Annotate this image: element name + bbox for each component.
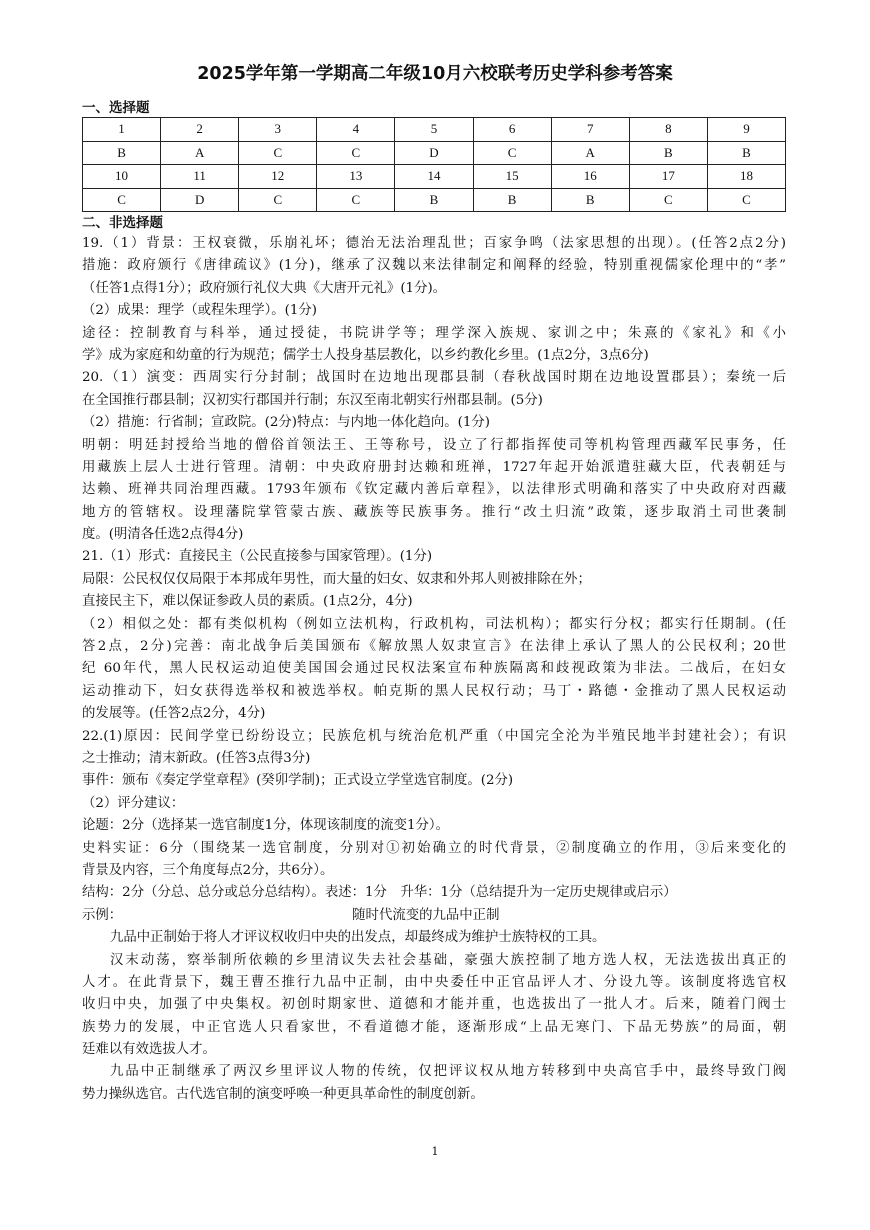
text-line: 地方的管辖权。设理藩院掌管蒙古族、藏族等民族事务。推行“改土归流”政策，逐步取消土司世袭制 [82,504,786,520]
text-line: 达赖、班禅共同治理西藏。1793年颁布《钦定藏内善后章程》，以法律形式明确和落实了中央政府对西藏 [82,482,786,498]
essay-paragraph-line: 九品中正制继承了两汉乡里评议人物的传统，仅把评议权从地方转移到中央高官手中，最终导致门阀 [110,1064,786,1080]
text-line: 答2点，2分)完善：南北战争后美国颁布《解放黑人奴隶宣言》在法律上承认了黑人的公民权利；20世 [82,639,786,655]
table-row [83,165,786,189]
text-line: 局限：公民权仅仅局限于本邦成年男性，而大量的妇女、奴隶和外邦人则被排除在外； [82,571,591,587]
text-line: 在全国推行郡县制；汉初实行郡国并行制；东汉至南北朝实行州郡县制。(5分) [82,392,543,408]
table-cell: C [629,188,707,212]
text-line: 背景及内容，三个角度每点2分，共6分）。 [82,862,334,878]
table-cell: C [239,188,317,212]
answer-body-text [82,233,786,1106]
table-cell: 4 [317,118,395,142]
table-row [83,118,786,142]
table-cell: B [707,141,785,165]
essay-paragraph-line: 人才。在此背景下，魏王曹丕推行九品中正制，由中央委任中正官品评人才、分设九等。该制度将选官权 [82,974,786,990]
table-cell: 14 [395,165,473,189]
page-number: 1 [431,1145,439,1158]
example-label: 示例： [82,907,123,923]
table-cell: C [317,188,395,212]
answer-table [82,117,786,212]
text-line: （2）措施：行省制；宣政院。(2分)特点：与内地一体化趋向。(1分) [82,415,491,431]
essay-paragraph-line: 廷难以有效选拔人才。 [82,1042,216,1058]
table-cell: 16 [551,165,629,189]
text-line: 史料实证：6分（围绕某一选官制度，分别对①初始确立的时代背景，②制度确立的作用，③后来变化的 [82,840,786,856]
table-cell: B [395,188,473,212]
text-line: 措施：政府颁行《唐律疏议》(1分)，继承了汉魏以来法律制定和阐释的经验，特别重视儒家伦理中的“孝” [82,258,786,274]
table-cell: C [317,141,395,165]
text-line: 运动推动下，妇女获得选举权和被选举权。帕克斯的黑人民权行动；马丁・路德・金推动了黑人民权运动 [82,683,786,699]
table-cell: D [395,141,473,165]
table-cell: D [161,188,239,212]
text-line: （2）相似之处：都有类似机构（例如立法机构，行政机构，司法机构）；都实行分权；都实行任期制。(任 [82,616,786,632]
text-line: 的发展等。(任答2点2分，4分) [82,706,266,722]
essay-title: 随时代流变的九品中正制 [352,907,500,923]
text-line: 22.(1)原因：民间学堂已纷纷设立；民族危机与统治危机严重（中国完全沦为半殖民地半封建社会）；有识 [82,728,786,744]
example-line [82,905,786,927]
table-cell: 3 [239,118,317,142]
text-line: （2）评分建议： [82,795,185,811]
text-line: 20.（1）演变：西周实行分封制；战国时在边地出现郡县制（春秋战国时期在边地设置郡县）；秦统一后 [82,370,786,386]
table-cell: C [83,188,161,212]
table-cell: 11 [161,165,239,189]
table-cell: 8 [629,118,707,142]
table-cell: 12 [239,165,317,189]
table-cell: 13 [317,165,395,189]
page-title: 2025学年第一学期高二年级10月六校联考历史学科参考答案 [197,64,673,84]
text-line: 纪 60年代，黑人民权运动迫使美国国会通过民权法案宣布种族隔离和歧视政策为非法。二战后，在妇女 [82,661,786,677]
table-cell: 6 [473,118,551,142]
text-line: 直接民主下，难以保证参政人员的素质。(1点2分，4分) [82,594,413,610]
essay-paragraph-line: 收归中央，加强了中央集权。初创时期家世、道德和才能并重，也选拔出了一批人才。后来，随着门阀士 [82,997,786,1013]
table-cell: B [551,188,629,212]
table-cell: 18 [707,165,785,189]
text-line: 19.（1）背景：王权衰微，乐崩礼坏；德治无法治理乱世；百家争鸣（法家思想的出现）。(任答2点2分) [82,236,786,251]
table-cell: 5 [395,118,473,142]
essay-paragraph-line: 九品中正制始于将人才评议权收归中央的出发点，却最终成为维护士族特权的工具。 [110,930,606,946]
essay-paragraph-line: 汉末动荡，察举制所依赖的乡里清议失去社会基础，豪强大族控制了地方选人权，无法选拔出真正的 [110,952,786,968]
text-line: 明朝：明廷封授给当地的僧俗首领法王、王等称号，设立了行都指挥使司等机构管理西藏军民事务，任 [82,437,786,453]
table-cell: A [161,141,239,165]
table-row [83,188,786,212]
essay-paragraph-line: 势力操纵选官。古代选官制的演变呼唤一种更具革命性的制度创新。 [82,1086,484,1102]
table-cell: 1 [83,118,161,142]
table-cell: A [551,141,629,165]
table-cell: 9 [707,118,785,142]
essay-paragraph-line: 族势力的发展，中正官选人只看家世，不看道德才能，逐渐形成“上品无寒门、下品无势族”的局面，朝 [82,1019,786,1035]
section-heading-choice: 一、选择题 [82,100,150,116]
text-line: 21.（1）形式：直接民主（公民直接参与国家管理）。(1分) [82,549,433,565]
text-line: （任答1点得1分）；政府颁行礼仪大典《大唐开元礼》(1分)。 [82,280,447,296]
text-line: 论题：2分（选择某一选官制度1分，体现该制度的流变1分）。 [82,818,450,834]
text-line: 途径：控制教育与科举，通过授徒，书院讲学等；理学深入族规、家训之中；朱熹的《家礼》和《小 [82,325,786,341]
text-line: 度。(明清各任选2点得4分) [82,527,244,543]
table-cell: 10 [83,165,161,189]
table-cell: C [239,141,317,165]
table-cell: B [473,188,551,212]
text-line: 用藏族上层人士进行管理。清朝：中央政府册封达赖和班禅，1727年起开始派遣驻藏大臣，代表朝廷与 [82,459,786,475]
table-row [83,141,786,165]
text-line: （2）成果：理学（或程朱理学）。(1分) [82,303,318,319]
table-cell: 7 [551,118,629,142]
text-line: 之士推动；清末新政。(任答3点得3分) [82,750,311,766]
text-line: 结构：2分（分总、总分或总分总结构）。表述：1分 升华：1分（总结提升为一定历史规律或启示） [82,885,677,901]
table-cell: 15 [473,165,551,189]
table-cell: C [707,188,785,212]
table-cell: B [629,141,707,165]
text-line: 事件：颁布《奏定学堂章程》(癸卯学制)；正式设立学堂选官制度。(2分) [82,773,514,789]
table-cell: 17 [629,165,707,189]
table-cell: 2 [161,118,239,142]
table-cell: B [83,141,161,165]
section-heading-nonchoice: 二、非选择题 [82,215,163,231]
table-cell: C [473,141,551,165]
text-line: 学》成为家庭和幼童的行为规范；儒学士人投身基层教化，以乡约教化乡里。(1点2分，3点6分) [82,347,649,363]
